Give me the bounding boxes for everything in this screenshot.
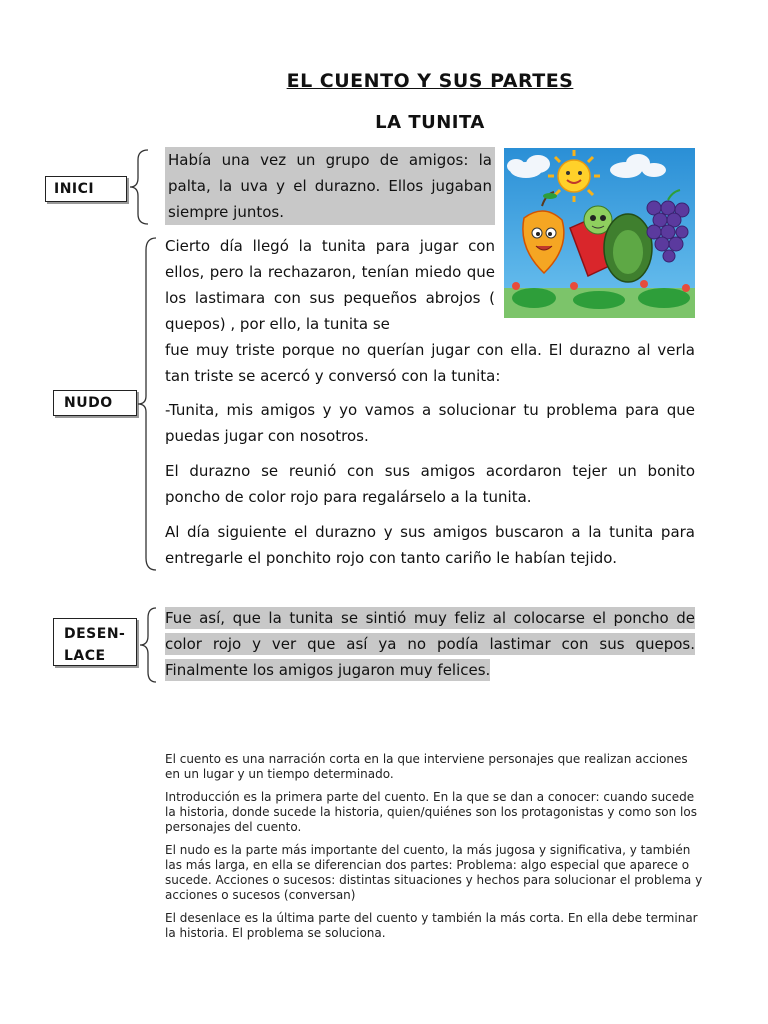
desenlace-label-line1: DESEN- <box>64 626 126 642</box>
inicio-brace <box>128 148 152 226</box>
fruit-friends-illustration <box>504 148 695 318</box>
nudo-paragraph-2: -Tunita, mis amigos y yo vamos a solucionar tu problema para que puedas jugar con nosotros. <box>165 401 695 445</box>
desenlace-text: Fue así, que la tunita se sintió muy feliz al colocarse el poncho de color rojo y ver que así ya no podía lastimar con sus quepos. Finalmente los amigos jugaron muy felices. <box>165 609 695 679</box>
grass-icon <box>512 288 690 309</box>
notes-section <box>165 752 705 949</box>
desenlace-label-line2: LACE <box>64 648 106 664</box>
nudo-brace <box>136 236 160 572</box>
inicio-label: INICI <box>45 176 127 202</box>
nudo-paragraph-1: Cierto día llegó la tunita para jugar con ellos, pero la rechazaron, tenían miedo que los lastimara con sus pequeños abrojos ( quepos) , por ello, la tunita se <box>165 237 495 333</box>
note-nudo: El nudo es la parte más importante del cuento, la más jugosa y significativa, y también las más larga, en ella se diferencian dos partes: Problema: algo especial que aparece o sucede. Acciones o sucesos: distintas situaciones y hechos para solucionar el problema y acciones o sucesos (conversan) <box>165 843 703 902</box>
desenlace-brace <box>138 606 160 684</box>
note-desenlace: El desenlace es la última parte del cuento y también la más corta. En ella debe terminar la historia. El problema se soluciona. <box>165 911 698 940</box>
avocado-character-icon <box>604 214 652 282</box>
nudo-paragraph-4: Al día siguiente el durazno y sus amigos buscaron a la tunita para entregarle el ponchito rojo con tanto cariño le habían tejido. <box>165 523 695 567</box>
desenlace-label <box>53 618 137 666</box>
document-title: EL CUENTO Y SUS PARTES <box>286 70 574 92</box>
note-introduccion: Introducción es la primera parte del cuento. En la que se dan a conocer: cuando sucede la historia, donde sucede la historia, quien/quiénes son los protagonistas y como son los personajes del cuento. <box>165 790 697 834</box>
desenlace-paragraph <box>165 605 695 683</box>
note-definition: El cuento es una narración corta en la que interviene personajes que realizan acciones en un lugar y un tiempo determinado. <box>165 752 688 781</box>
nudo-paragraph-3: El durazno se reunió con sus amigos acordaron tejer un bonito poncho de color rojo para regalárselo a la tunita. <box>165 462 695 506</box>
nudo-paragraph-1-continued: fue muy triste porque no querían jugar con ella. El durazno al verla tan triste se acercó y conversó con la tunita: <box>165 341 695 385</box>
story-title: LA TUNITA <box>375 112 485 133</box>
inicio-paragraph: Había una vez un grupo de amigos: la palta, la uva y el durazno. Ellos jugaban siempre juntos. <box>165 147 495 225</box>
nudo-label: NUDO <box>53 390 137 416</box>
